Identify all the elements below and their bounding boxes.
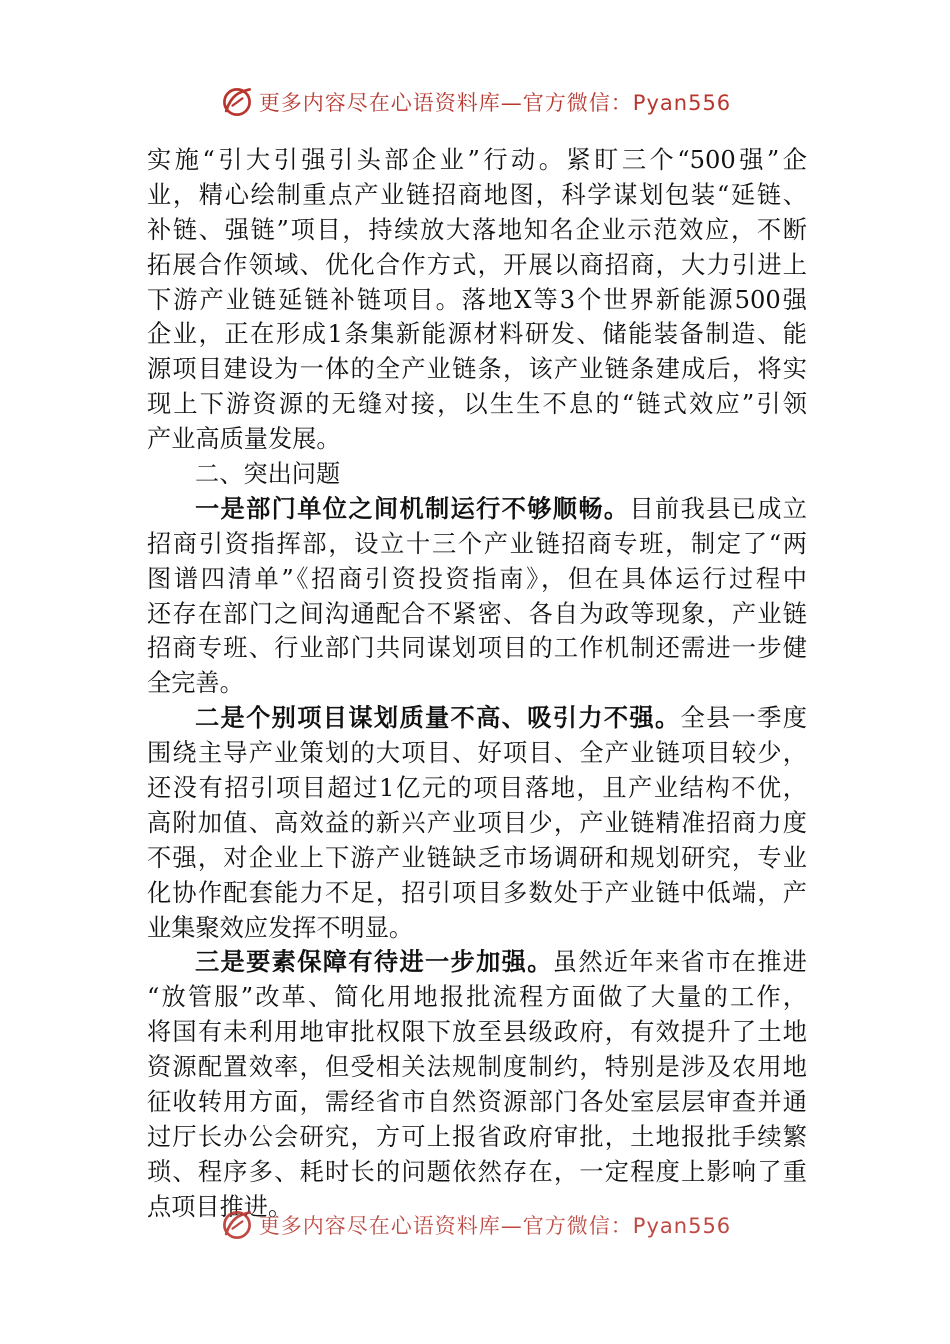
text-segment: 虽然近年来省市在推进: [552, 948, 807, 977]
signature-logo-icon: [219, 1207, 255, 1239]
paragraph-1: [147, 143, 807, 457]
text-line: 实施“引大引强引头部企业”行动。紧盯三个“500强”企: [147, 146, 807, 174]
paragraph-lead: 三是要素保障有待进一步加强。: [195, 947, 553, 977]
watermark-text: 更多内容尽在心语资料库—官方微信：Pyan556: [258, 1214, 732, 1238]
text-line: 资源配置效率，但受相关法规制度制约，特别是涉及农用地: [147, 1053, 807, 1082]
text-line: 业集聚效应发挥不明显。: [147, 913, 414, 942]
text-line: 还没有招引项目超过1亿元的项目落地，且产业结构不优，: [147, 774, 807, 803]
watermark-text: 更多内容尽在心语资料库—官方微信：Pyan556: [258, 91, 732, 115]
paragraph-lead: 二是个别项目谋划质量不高、吸引力不强。: [195, 703, 681, 733]
text-line: 拓展合作领域、优化合作方式，开展以商招商，大力引进上: [147, 250, 807, 279]
text-segment: 目前我县已成立: [629, 494, 807, 523]
text-line: 高附加值、高效益的新兴产业项目少，产业链精准招商力度: [147, 808, 807, 837]
paragraph-3: [147, 701, 807, 945]
text-line: 补链、强链”项目，持续放大落地知名企业示范效应，不断: [147, 215, 807, 244]
paragraph-4: [147, 945, 807, 1224]
text-line: [147, 945, 807, 980]
text-line: 琐、程序多、耗时长的问题依然存在，一定程度上影响了重: [147, 1157, 807, 1186]
document-body: [147, 143, 807, 1225]
section-heading: 二、突出问题: [195, 460, 341, 489]
text-line: 还存在部门之间沟通配合不紧密、各自为政等现象，产业链: [147, 599, 807, 628]
watermark-header: [0, 82, 950, 122]
text-line: 招商专班、行业部门共同谋划项目的工作机制还需进一步健: [147, 634, 807, 663]
watermark-footer: [0, 1203, 950, 1239]
text-line: 将国有未利用地审批权限下放至县级政府，有效提升了土地: [147, 1018, 807, 1047]
text-line: [147, 701, 807, 736]
text-line: 现上下游资源的无缝对接，以生生不息的“链式效应”引领: [147, 390, 807, 419]
text-segment: 全县一季度: [680, 704, 807, 733]
text-line: 化协作配套能力不足，招引项目多数处于产业链中低端，产: [147, 878, 807, 907]
paragraph-lead: 一是部门单位之间机制运行不够顺畅。: [195, 493, 630, 523]
text-line: “放管服”改革、简化用地报批流程方面做了大量的工作，: [147, 983, 807, 1012]
text-line: [147, 492, 807, 527]
text-line: 征收转用方面，需经省市自然资源部门各处室层层审查并通: [147, 1088, 807, 1117]
text-line: 点项目推进。: [147, 1192, 293, 1221]
text-line: 业，精心绘制重点产业链招商地图，科学谋划包装“延链、: [147, 180, 807, 209]
text-line: 过厅长办公会研究，方可上报省政府审批，土地报批手续繁: [147, 1122, 807, 1151]
text-line: 产业高质量发展。: [147, 425, 341, 454]
text-line: 招商引资指挥部，设立十三个产业链招商专班，制定了“两: [147, 529, 807, 558]
text-line: 图谱四清单”《招商引资投资指南》，但在具体运行过程中: [147, 564, 807, 593]
text-line: 源项目建设为一体的全产业链条，该产业链条建成后，将实: [147, 355, 807, 384]
text-line: 全完善。: [147, 669, 244, 698]
text-line: 下游产业链延链补链项目。落地X等3个世界新能源500强: [147, 285, 807, 314]
paragraph-2: [147, 492, 807, 701]
signature-logo-icon: [219, 84, 255, 120]
text-line: 围绕主导产业策划的大项目、好项目、全产业链项目较少，: [147, 739, 807, 768]
text-line: 企业，正在形成1条集新能源材料研发、储能装备制造、能: [147, 320, 807, 349]
text-line: 不强，对企业上下游产业链缺乏市场调研和规划研究，专业: [147, 843, 807, 872]
